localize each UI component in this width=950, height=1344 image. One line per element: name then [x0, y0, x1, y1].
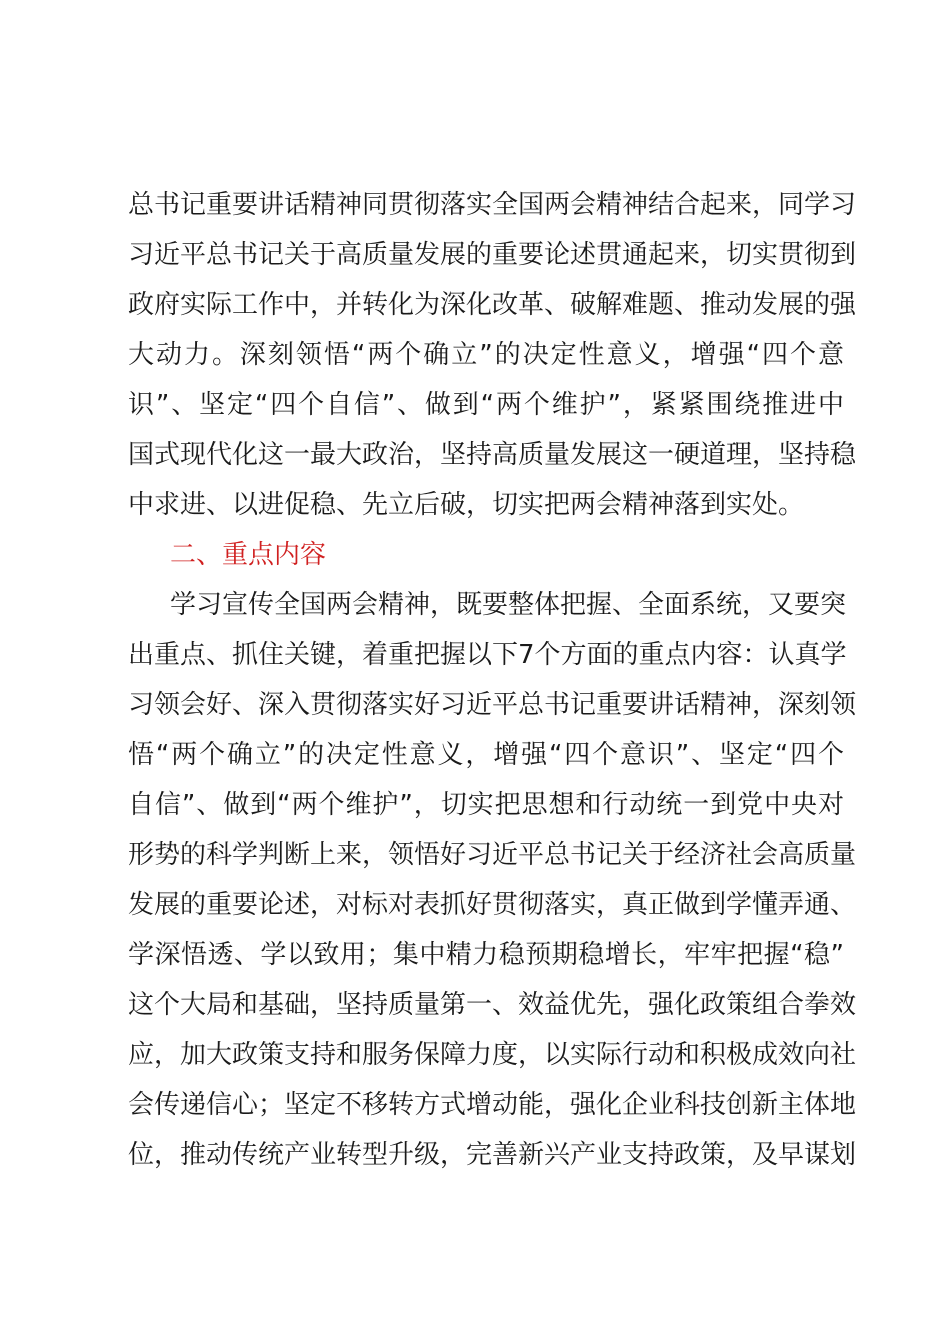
text-line: 中求进、以进促稳、先立后破，切实把两会精神落到实处。 [128, 490, 805, 520]
paragraph-2 [128, 580, 857, 1180]
paragraph-1 [128, 180, 857, 530]
document-body [128, 180, 857, 1180]
text-line: 应，加大政策支持和服务保障力度，以实际行动和积极成效向社 [128, 1040, 857, 1070]
text-line: 会传递信心；坚定不移转方式增动能，强化企业科技创新主体地 [128, 1090, 857, 1120]
text-line: 出重点、抓住关键，着重把握以下7个方面的重点内容：认真学 [128, 640, 847, 670]
text-line: 大动力。深刻领悟“两个确立”的决定性意义，增强“四个意 [128, 340, 844, 370]
text-line: 学深悟透、学以致用；集中精力稳预期稳增长，牢牢把握“稳” [128, 940, 844, 970]
text-line: 习近平总书记关于高质量发展的重要论述贯通起来，切实贯彻到 [128, 240, 857, 270]
text-line: 国式现代化这一最大政治，坚持高质量发展这一硬道理，坚持稳 [128, 440, 857, 470]
text-line: 位，推动传统产业转型升级，完善新兴产业支持政策，及早谋划 [128, 1140, 857, 1170]
text-line: 习领会好、深入贯彻落实好习近平总书记重要讲话精神，深刻领 [128, 690, 857, 720]
text-line: 发展的重要论述，对标对表抓好贯彻落实，真正做到学懂弄通、 [128, 890, 857, 920]
text-line: 这个大局和基础，坚持质量第一、效益优先，强化政策组合拳效 [128, 990, 857, 1020]
text-line: 悟“两个确立”的决定性意义，增强“四个意识”、坚定“四个 [128, 740, 844, 770]
text-line: 学习宣传全国两会精神，既要整体把握、全面系统，又要突 [170, 590, 847, 620]
text-line: 形势的科学判断上来，领悟好习近平总书记关于经济社会高质量 [128, 840, 857, 870]
text-line: 总书记重要讲话精神同贯彻落实全国两会精神结合起来，同学习 [128, 190, 857, 220]
text-line: 政府实际工作中，并转化为深化改革、破解难题、推动发展的强 [128, 290, 857, 320]
text-line: 识”、坚定“四个自信”、做到“两个维护”，紧紧围绕推进中 [128, 390, 844, 420]
section-heading: 二、重点内容 [170, 540, 327, 570]
text-line: 自信”、做到“两个维护”，切实把思想和行动统一到党中央对 [128, 790, 844, 820]
